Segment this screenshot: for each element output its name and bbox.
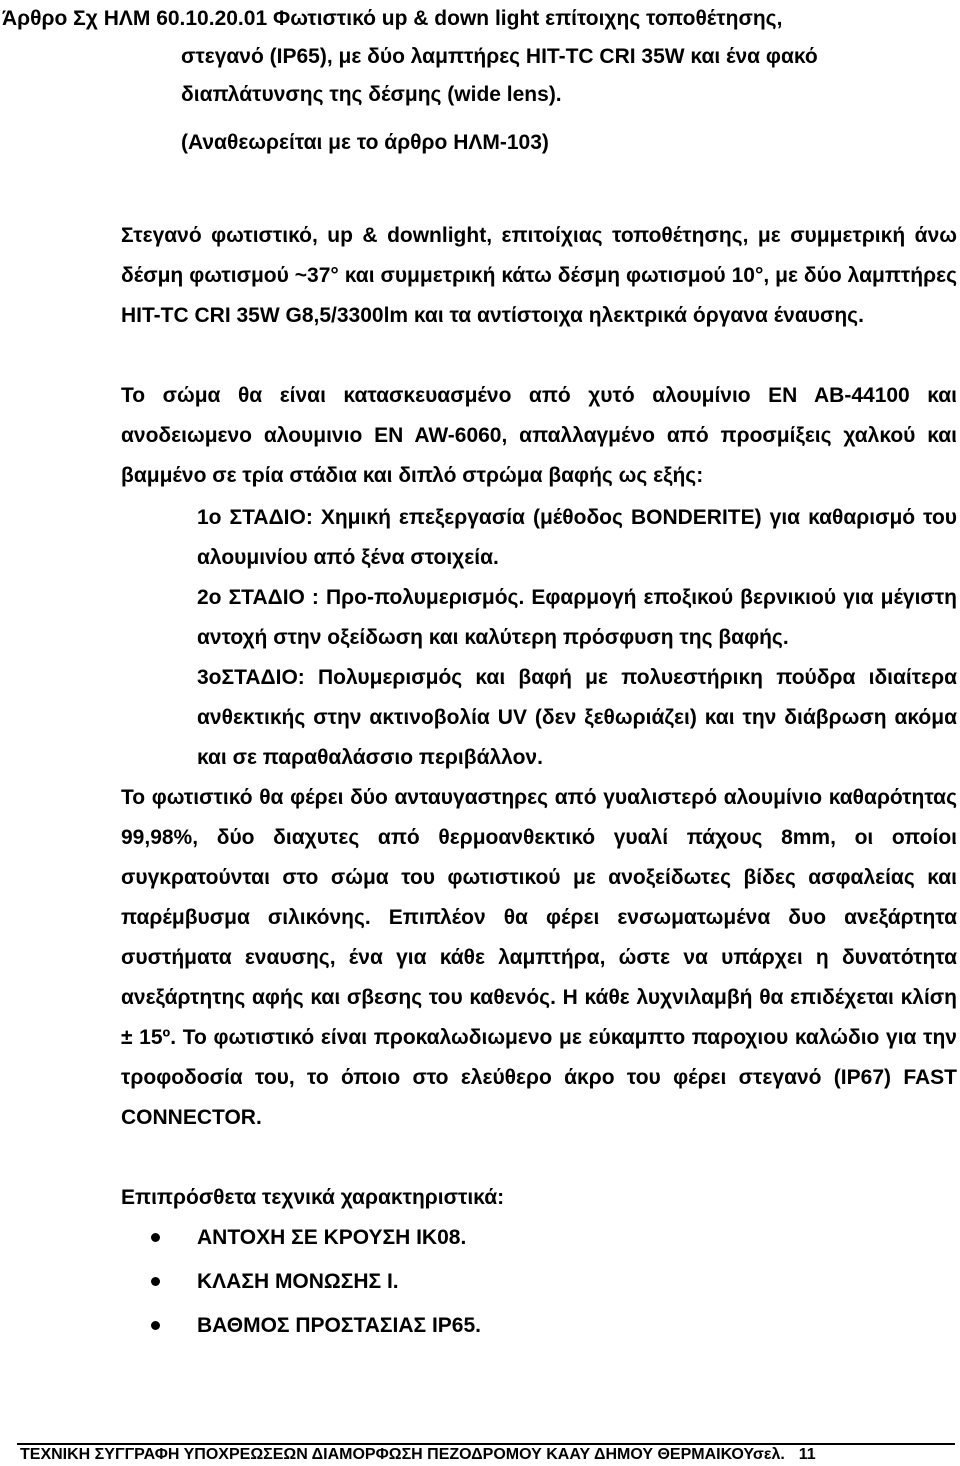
stage-3: 3οΣΤΑΔΙΟ: Πολυμερισμός και βαφή με πολυεστήρικη πούδρα ιδιαίτερα ανθεκτικής στην ακτινοβολία UV (δεν ξεθωριάζει) και την διάβρωση ακόμα και σε παραθαλάσσιο περιβάλλον. <box>197 666 957 769</box>
article-title-line-2: στεγανό (IP65), με δύο λαμπτήρες HIT-TC CRI 35W και ένα φακό <box>181 45 818 68</box>
list-item <box>121 1306 481 1350</box>
article-subtitle: (Αναθεωρείται με το άρθρο ΗΛΜ-103) <box>181 131 549 154</box>
stage-2: 2ο ΣΤΑΔΙΟ : Προ-πολυμερισμός. Εφαρμογή εποξικού βερνικιού για μέγιστη αντοχή στην οξείδωση και καλύτερη πρόσφυση της βαφής. <box>197 586 957 649</box>
footer-text: ΤΕΧΝΙΚΗ ΣΥΓΓΡΑΦΗ ΥΠΟΧΡΕΩΣΕΩΝ ΔΙΑΜΟΡΦΩΣΗ ΠΕΖΟΔΡΟΜΟΥ ΚΑΑΥ ΔΗΜΟΥ ΘΕΡΜΑΙΚΟΥσελ. <box>20 1446 785 1463</box>
page-footer <box>20 1445 816 1465</box>
painting-stages <box>197 498 957 778</box>
bullet-icon <box>151 1277 160 1286</box>
article-title-line-1: Άρθρο Σχ ΗΛΜ 60.10.20.01 Φωτιστικό up & down light επίτοιχης τοποθέτησης, <box>2 7 783 30</box>
additional-specs-heading: Επιπρόσθετα τεχνικά χαρακτηριστικά: <box>121 1186 505 1209</box>
article-title <box>0 0 958 114</box>
body-construction-paragraph: Το σώμα θα είναι κατασκευασμένο από χυτό αλουμίνιο EN AB-44100 και ανοδειωμενο αλουμινιο EN AW-6060, απαλλαγμένο από προσμίξεις χαλκού και βαμμένο σε τρία στάδια και διπλό στρώμα βαφής ως εξής: <box>121 384 957 487</box>
list-item-text: ΒΑΘΜΟΣ ΠΡΟΣΤΑΣΙΑΣ IP65. <box>197 1314 481 1337</box>
list-item <box>121 1218 481 1262</box>
description-paragraph: Στεγανό φωτιστικό, up & downlight, επιτοίχιας τοποθέτησης, με συμμετρική άνω δέσμη φωτισμού ~37° και συμμετρική κάτω δέσμη φωτισμού 10°, με δύο λαμπτήρες HIT-TC CRI 35W G8,5/3300lm και τα αντίστοιχα ηλεκτρικά όργανα έναυσης. <box>121 224 957 327</box>
list-item-text: ΑΝΤΟΧΗ ΣΕ ΚΡΟΥΣΗ ΙΚ08. <box>197 1226 467 1249</box>
specs-list <box>121 1218 481 1350</box>
bullet-icon <box>151 1233 160 1242</box>
list-item-text: ΚΛΑΣΗ ΜΟΝΩΣΗΣ Ι. <box>197 1270 399 1293</box>
list-item <box>121 1262 481 1306</box>
features-paragraph: Το φωτιστικό θα φέρει δύο ανταυγαστηρες από γυαλιστερό αλουμίνιο καθαρότητας 99,98%, δύο διαχυτες από θερμοανθεκτικό γυαλί πάχους 8mm, οι οποίοι συγκρατούνται στο σώμα του φωτιστικού με ανοξείδωτες βίδες ασφαλείας και παρέμβυσμα σιλικόνης. Επιπλέον θα φέρει ενσωματωμένα δυο ανεξάρτητα συστήματα εναυσης, ένα για κάθε λαμπτήρα, ώστε να υπάρχει η δυνατότητα ανεξάρτητης αφής και σβεσης του καθενός. Η κάθε λυχνιλαμβή θα επιδέχεται κλίση ± 15º. Το φωτιστικό είναι προκαλωδιωμενο με εύκαμπτο παροχιου καλώδιο για την τροφοδοσία του, το όποιο στο ελεύθερο άκρο του φέρει στεγανό (IP67) FAST CONNECTOR. <box>121 786 957 1129</box>
stage-1: 1ο ΣΤΑΔΙΟ: Χημική επεξεργασία (μέθοδος BONDERITE) για καθαρισμό του αλουμινίου από ξένα στοιχεία. <box>197 506 957 569</box>
article-title-line-3: διαπλάτυνσης της δέσμης (wide lens). <box>181 83 562 106</box>
page-number: 11 <box>798 1446 816 1463</box>
bullet-icon <box>151 1321 160 1330</box>
